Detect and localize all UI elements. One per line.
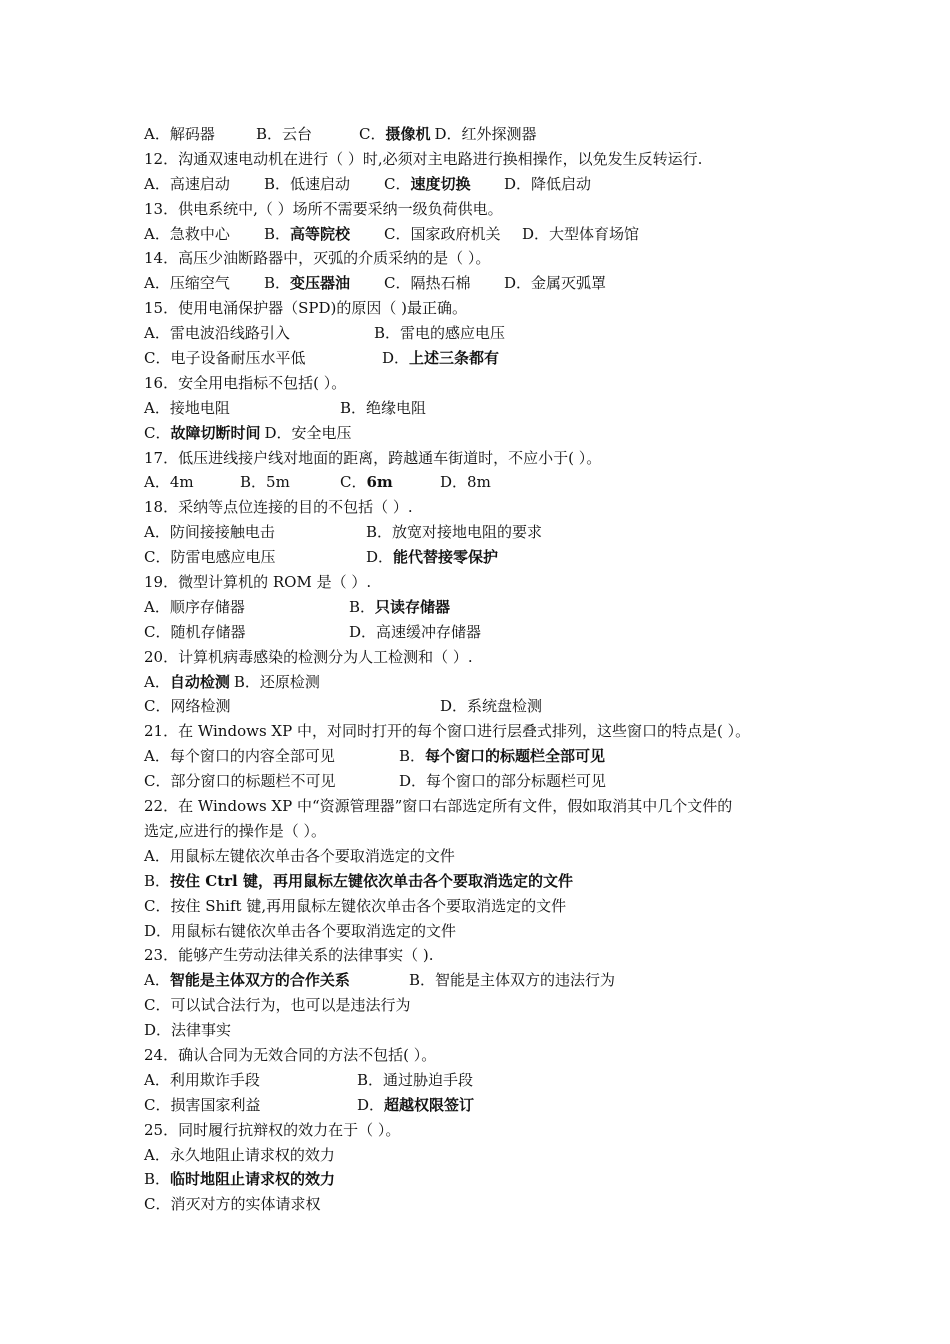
answer-text: 高等院校 <box>290 224 351 243</box>
line-text: 13．供电系统中,（ ）场所不需要采纳一级负荷供电。 <box>144 199 503 218</box>
text-line <box>144 595 844 620</box>
line-text: A．高速启动 <box>144 174 230 193</box>
line-text: D．安全电压 <box>264 423 352 442</box>
line-text: C．随机存储器 <box>144 622 246 641</box>
line-text: 24．确认合同为无效合同的方法不包括( ）。 <box>144 1045 437 1064</box>
document-body <box>144 122 844 1217</box>
text-line <box>144 520 844 545</box>
text-line <box>144 1068 844 1093</box>
answer-text: 6m <box>366 473 393 492</box>
text-line <box>144 172 844 197</box>
line-text: A．永久地阻止请求权的效力 <box>144 1145 335 1164</box>
line-text: D．系统盘检测 <box>440 697 543 716</box>
line-text: D．高速缓冲存储器 <box>349 622 482 641</box>
line-text: A．解码器 <box>144 125 215 143</box>
line-text: C．消灭对方的实体请求权 <box>144 1195 321 1214</box>
answer-text: 按住 Ctrl 键，再用鼠标左键依次单击各个要取消选定的文件 <box>170 871 573 890</box>
text-line <box>144 321 844 346</box>
line-text: B． <box>264 274 291 293</box>
text-line <box>144 719 844 744</box>
line-text: C． <box>384 174 411 193</box>
text-line <box>144 670 844 695</box>
line-text: A．每个窗口的内容全部可见 <box>144 747 335 766</box>
line-text: B．放宽对接地电阻的要求 <box>366 523 543 542</box>
line-text: C．国家政府机关 <box>384 224 501 243</box>
question-list <box>144 122 844 1217</box>
text-line <box>144 694 844 719</box>
text-line <box>144 968 844 993</box>
line-text: C．按住 Shift 键,再用鼠标左键依次单击各个要取消选定的文件 <box>144 896 567 915</box>
text-line <box>144 919 844 944</box>
line-text: D．降低启动 <box>504 174 592 193</box>
answer-text: 每个窗口的标题栏全部可见 <box>425 747 606 766</box>
line-text: 选定,应进行的操作是（ ）。 <box>144 821 327 840</box>
line-text: 15．使用电涌保护器（SPD)的原因（ )最正确。 <box>144 299 467 318</box>
text-line <box>144 271 844 296</box>
text-line <box>144 222 844 247</box>
line-text: D．大型体育场馆 <box>522 224 640 243</box>
line-text: A．接地电阻 <box>144 398 230 417</box>
line-text: B．5m <box>240 473 290 492</box>
text-line <box>144 296 844 321</box>
line-text: B．绝缘电阻 <box>340 398 427 417</box>
answer-text: 自动检测 <box>169 672 230 691</box>
line-text: C．防雷电感应电压 <box>144 548 276 567</box>
text-line <box>144 371 844 396</box>
line-text: B． <box>264 224 291 243</box>
line-text: D．红外探测器 <box>434 125 537 143</box>
line-text: C．隔热石棉 <box>384 274 471 293</box>
line-text: A．雷电波沿线路引入 <box>144 324 290 343</box>
text-line <box>144 570 844 595</box>
line-text: 17．低压进线接户线对地面的距离，跨越通车街道时，不应小于( ）。 <box>144 448 602 467</box>
answer-text: 变压器油 <box>290 274 351 293</box>
line-text: B．还原检测 <box>233 672 320 691</box>
line-text: A．急救中心 <box>144 224 230 243</box>
line-text: 19．微型计算机的 ROM 是（ ）. <box>144 573 372 592</box>
text-line <box>144 396 844 421</box>
line-text: A． <box>144 971 170 990</box>
line-text: B． <box>144 1170 171 1189</box>
line-text: B． <box>144 871 171 890</box>
text-line <box>144 1192 844 1217</box>
text-line <box>144 943 844 968</box>
text-line <box>144 1118 844 1143</box>
answer-text: 故障切断时间 <box>170 423 261 442</box>
text-line <box>144 446 844 471</box>
line-text: A．用鼠标左键依次单击各个要取消选定的文件 <box>144 846 455 865</box>
line-text: 18．采纳等点位连接的目的不包括（ ）. <box>144 498 413 517</box>
line-text: 12．沟通双速电动机在进行（ ）时,必须对主电路进行换相操作，以免发生反转运行. <box>144 149 703 168</box>
text-line <box>144 744 844 769</box>
line-text: D．金属灭弧罩 <box>504 274 607 293</box>
text-line <box>144 645 844 670</box>
line-text: D．8m <box>440 473 491 492</box>
line-text: 22．在 Windows XP 中“资源管理器”窗口右部选定所有文件，假如取消其中几个文件的 <box>144 797 733 816</box>
line-text: B．低速启动 <box>264 174 351 193</box>
text-line <box>144 495 844 520</box>
answer-text: 上述三条都有 <box>409 349 500 368</box>
line-text: D．法律事实 <box>144 1021 232 1040</box>
text-line <box>144 346 844 371</box>
text-line <box>144 1167 844 1192</box>
text-line <box>144 421 844 446</box>
text-line <box>144 620 844 645</box>
line-text: B．智能是主体双方的违法行为 <box>409 971 616 990</box>
line-text: C．电子设备耐压水平低 <box>144 349 306 368</box>
line-text: C． <box>340 473 367 492</box>
line-text: 14．高压少油断路器中，灭弧的介质采纳的是（ ）。 <box>144 249 491 268</box>
line-text: B．通过胁迫手段 <box>357 1070 474 1089</box>
text-line <box>144 819 844 844</box>
line-text: 23．能够产生劳动法律关系的法律事实（ ). <box>144 946 434 965</box>
line-text: B． <box>399 747 426 766</box>
line-text: A．利用欺诈手段 <box>144 1070 260 1089</box>
text-line <box>144 894 844 919</box>
text-line <box>144 1143 844 1168</box>
text-line <box>144 844 844 869</box>
line-text: A．顺序存储器 <box>144 597 245 616</box>
text-line <box>144 147 844 172</box>
line-text: C．部分窗口的标题栏不可见 <box>144 772 336 791</box>
text-line <box>144 794 844 819</box>
line-text: B．云台 <box>256 125 313 143</box>
answer-text: 临时地阻止请求权的效力 <box>170 1170 336 1189</box>
text-line <box>144 1018 844 1043</box>
line-text: C． <box>144 423 171 442</box>
line-text: C．网络检测 <box>144 697 231 716</box>
line-text: 20．计算机病毒感染的检测分为人工检测和（ ）. <box>144 647 473 666</box>
line-text: D．每个窗口的部分标题栏可见 <box>399 772 607 791</box>
line-text: A．防间接接触电击 <box>144 523 275 542</box>
line-text: 16．安全用电指标不包括( ）。 <box>144 373 347 392</box>
answer-text: 速度切换 <box>410 174 471 193</box>
text-line <box>144 1093 844 1118</box>
line-text: D． <box>382 349 410 368</box>
line-text: B．雷电的感应电压 <box>374 324 506 343</box>
text-line <box>144 1043 844 1068</box>
line-text: A．4m <box>144 473 194 492</box>
line-text: D． <box>357 1095 385 1114</box>
answer-text: 只读存储器 <box>375 597 451 616</box>
answer-text: 能代替接零保护 <box>393 548 499 567</box>
line-text: A．压缩空气 <box>144 274 230 293</box>
line-text: D．用鼠标右键依次单击各个要取消选定的文件 <box>144 921 457 940</box>
answer-text: 摄像机 <box>385 125 431 143</box>
line-text: B． <box>349 597 376 616</box>
text-line <box>144 470 844 495</box>
line-text: C． <box>359 125 386 143</box>
text-line <box>144 769 844 794</box>
line-text: C．可以试合法行为，也可以是违法行为 <box>144 996 411 1015</box>
line-text: A． <box>144 672 170 691</box>
line-text: 21．在 Windows XP 中，对同时打开的每个窗口进行层叠式排列，这些窗口的特点是( ）。 <box>144 722 751 741</box>
text-line <box>144 246 844 271</box>
text-line <box>144 869 844 894</box>
text-line <box>144 545 844 570</box>
text-line <box>144 993 844 1018</box>
answer-text: 超越权限签订 <box>384 1095 475 1114</box>
answer-text: 智能是主体双方的合作关系 <box>169 971 350 990</box>
line-text: D． <box>366 548 394 567</box>
line-text: C．损害国家利益 <box>144 1095 261 1114</box>
text-line <box>144 197 844 222</box>
text-line <box>144 122 844 147</box>
line-text: 25．同时履行抗辩权的效力在于（ ）。 <box>144 1120 401 1139</box>
